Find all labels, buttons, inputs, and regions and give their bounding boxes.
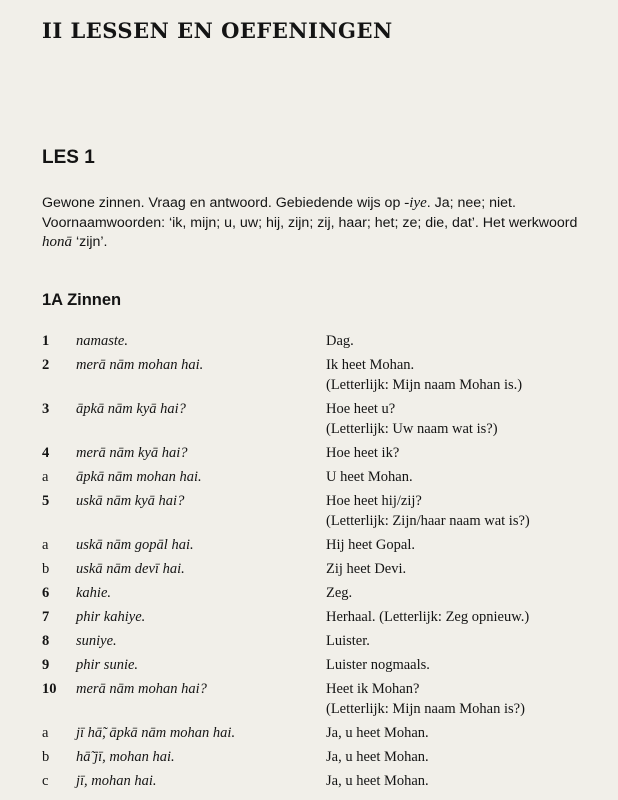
hindi-sentence: suniye.	[76, 633, 117, 649]
sentence-number: 1	[42, 333, 50, 349]
dutch-translation-line: Ja, u heet Mohan.	[326, 749, 429, 765]
dutch-translation-line: Ja, u heet Mohan.	[326, 773, 429, 789]
dutch-translation-line: (Letterlijk: Mijn naam Mohan is?)	[326, 701, 525, 717]
sentence-number: 6	[42, 585, 50, 601]
dutch-translation-line: Ik heet Mohan.	[326, 357, 415, 373]
hindi-sentence: namaste.	[76, 333, 128, 349]
dutch-translation-line: (Letterlijk: Zijn/haar naam wat is?)	[326, 513, 530, 529]
hindi-sentence: uskā nām kyā hai?	[76, 493, 185, 509]
sentence-number: 8	[42, 633, 50, 649]
lesson-intro	[42, 194, 587, 253]
dutch-translation-line: (Letterlijk: Mijn naam Mohan is.)	[326, 377, 523, 393]
dutch-translation-line: Herhaal. (Letterlijk: Zeg opnieuw.)	[326, 609, 530, 625]
dutch-translation	[326, 559, 406, 579]
dutch-translation-line: Zeg.	[326, 585, 353, 601]
sentence-number: 9	[42, 657, 50, 673]
sentence-row	[42, 331, 602, 351]
intro-text-3: ‘zijn’.	[72, 234, 108, 250]
hindi-sentence: hā̃ jī, mohan hai.	[76, 749, 175, 765]
intro-suffix: -iye	[404, 195, 427, 211]
dutch-translation-line: U heet Mohan.	[326, 469, 413, 485]
dutch-translation	[326, 491, 530, 531]
sentence-number: a	[42, 469, 49, 485]
sentence-row	[42, 607, 602, 627]
sentence-row	[42, 559, 602, 579]
sentence-number: 10	[42, 681, 57, 697]
dutch-translation	[326, 535, 415, 555]
dutch-translation	[326, 399, 498, 439]
dutch-translation-line: (Letterlijk: Uw naam wat is?)	[326, 421, 498, 437]
hindi-sentence: jī, mohan hai.	[76, 773, 157, 789]
sentence-row	[42, 655, 602, 675]
sentence-number: 5	[42, 493, 50, 509]
sentence-number: b	[42, 749, 50, 765]
sentence-row	[42, 747, 602, 767]
sentence-row	[42, 535, 602, 555]
dutch-translation	[326, 747, 429, 767]
hindi-sentence: merā nām mohan hai.	[76, 357, 204, 373]
sentence-row	[42, 771, 602, 791]
hindi-sentence: phir kahiye.	[76, 609, 146, 625]
intro-verb: honā	[42, 234, 72, 250]
hindi-sentence: jī hā̃, āpkā nām mohan hai.	[76, 725, 236, 741]
sentence-number: 3	[42, 401, 50, 417]
dutch-translation	[326, 655, 430, 675]
dutch-translation	[326, 355, 522, 395]
dutch-translation-line: Hij heet Gopal.	[326, 537, 415, 553]
hindi-sentence: merā nām kyā hai?	[76, 445, 188, 461]
dutch-translation	[326, 607, 529, 627]
sentence-row	[42, 491, 602, 529]
dutch-translation	[326, 467, 413, 487]
hindi-sentence: uskā nām gopāl hai.	[76, 537, 194, 553]
sentence-number: 2	[42, 357, 50, 373]
chapter-title: II LESSEN EN OEFENINGEN	[42, 18, 393, 43]
sentence-row	[42, 723, 602, 743]
dutch-translation	[326, 631, 370, 651]
dutch-translation	[326, 583, 352, 603]
section-title: 1A Zinnen	[42, 291, 122, 309]
hindi-sentence: kahie.	[76, 585, 112, 601]
dutch-translation	[326, 443, 399, 463]
dutch-translation-line: Hoe heet u?	[326, 401, 396, 417]
sentence-number: a	[42, 725, 49, 741]
hindi-sentence: āpkā nām mohan hai.	[76, 469, 202, 485]
dutch-translation-line: Luister nogmaals.	[326, 657, 430, 673]
hindi-sentence: uskā nām devī hai.	[76, 561, 185, 577]
hindi-sentence: phir sunie.	[76, 657, 139, 673]
sentence-number: c	[42, 773, 49, 789]
lesson-title: LES 1	[42, 147, 95, 168]
sentence-row	[42, 583, 602, 603]
dutch-translation-line: Heet ik Mohan?	[326, 681, 420, 697]
dutch-translation-line: Hoe heet hij/zij?	[326, 493, 422, 509]
dutch-translation-line: Zij heet Devi.	[326, 561, 407, 577]
sentence-number: 7	[42, 609, 50, 625]
sentence-number: a	[42, 537, 49, 553]
dutch-translation	[326, 679, 525, 719]
dutch-translation-line: Luister.	[326, 633, 370, 649]
dutch-translation	[326, 723, 429, 743]
sentence-row	[42, 355, 602, 393]
dutch-translation	[326, 771, 429, 791]
dutch-translation	[326, 331, 354, 351]
dutch-translation-line: Hoe heet ik?	[326, 445, 400, 461]
dutch-translation-line: Ja, u heet Mohan.	[326, 725, 429, 741]
sentence-row	[42, 399, 602, 437]
hindi-sentence: āpkā nām kyā hai?	[76, 401, 186, 417]
sentence-row	[42, 443, 602, 463]
hindi-sentence: merā nām mohan hai?	[76, 681, 207, 697]
sentence-row	[42, 467, 602, 487]
sentence-row	[42, 631, 602, 651]
sentence-row	[42, 679, 602, 717]
sentence-number: b	[42, 561, 50, 577]
dutch-translation-line: Dag.	[326, 333, 354, 349]
sentence-number: 4	[42, 445, 50, 461]
intro-text-1: Gewone zinnen. Vraag en antwoord. Gebiedende wijs op	[42, 195, 405, 211]
intro-text-2: . Ja; nee; niet. Voornaamwoorden: ‘ik, mijn; u, uw; hij, zijn; zij, haar; het; ze; die, dat’. Het werkwoord	[42, 195, 578, 231]
